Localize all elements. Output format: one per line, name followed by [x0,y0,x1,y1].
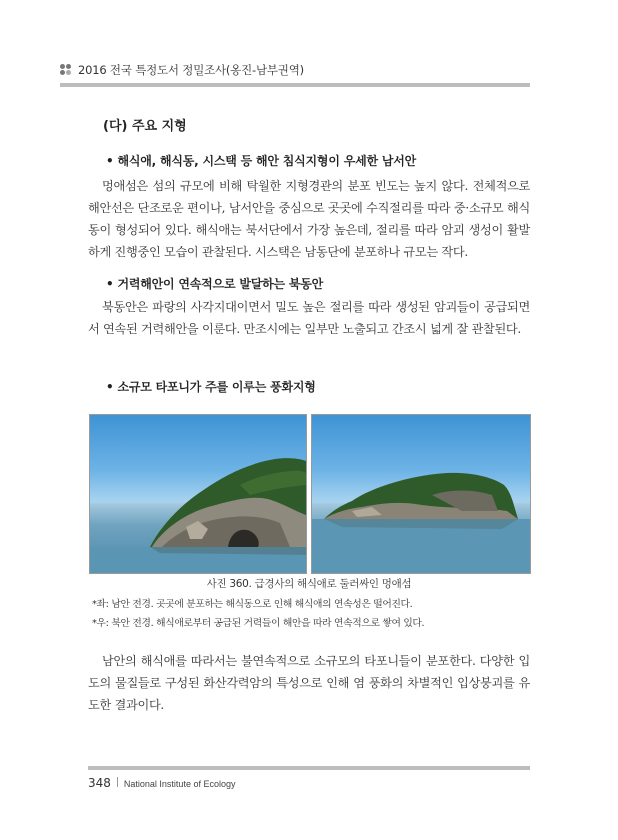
footer-separator [117,777,118,787]
figure-note-left: *좌: 남안 전경. 곳곳에 분포하는 해식동으로 인해 해식애의 연속성은 떨어진다. [92,599,413,610]
footer-rule [88,766,530,770]
paragraph-weathering: 남안의 해식애를 따라서는 불연속적으로 소규모의 타포니들이 분포한다. 다양한 입도의 물질들로 구성된 화산각력암의 특성으로 인해 염 풍화의 차별적인 입상붕괴를 유도한 결과이다. [88,654,530,712]
bullet-heading-weathering: • 소규모 타포니가 주를 이루는 풍화지형 [106,380,316,394]
paragraph-boulder: 북동안은 파랑의 사각지대이면서 밀도 높은 절리를 따라 생성된 암괴들이 공급되면서 연속된 거력해안을 이룬다. 만조시에는 일부만 노출되고 간조시 넓게 잘 관찰된다. [88,300,530,336]
page-footer [88,776,235,790]
photo-north-coast [311,414,531,574]
figure-caption: 사진 360. 급경사의 해식애로 둘러싸인 멍애섬 [206,578,412,590]
north-coast-island-image [312,415,530,573]
bullet-heading-boulder: • 거력해안이 연속적으로 발달하는 북동안 [106,277,324,291]
south-coast-island-image [90,415,306,573]
header-title: 2016 전국 특정도서 정밀조사(옹진-남부권역) [78,63,304,77]
header-rule [60,83,530,87]
paragraph-erosion: 멍애섬은 섬의 규모에 비해 탁월한 지형경관의 분포 빈도는 높지 않다. 전체적으로 해안선은 단조로운 편이나, 남서안을 중심으로 곳곳에 수직절리를 따라 중·소규모 해식동이 형성되어 있다. 해식애는 북서단에서 가장 높은데, 절리를 따라 암괴 생성이 활발하게 진행중인 모습이 관찰된다. 시스택은 남동단에 분포하나 규모는 작다. [88,179,530,259]
section-heading: (다) 주요 지형 [103,119,187,134]
header-dots-icon [60,64,74,76]
bullet-heading-erosion: • 해식애, 해식동, 시스택 등 해안 침식지형이 우세한 남서안 [106,154,417,168]
photo-south-coast [89,414,307,574]
figure-note-right: *우: 북안 전경. 해식애로부터 공급된 거력들이 해안을 따라 연속적으로 쌓여 있다. [92,618,425,629]
running-header [60,60,530,80]
footer-organization: National Institute of Ecology [123,779,236,789]
page-number: 348 [88,776,111,790]
